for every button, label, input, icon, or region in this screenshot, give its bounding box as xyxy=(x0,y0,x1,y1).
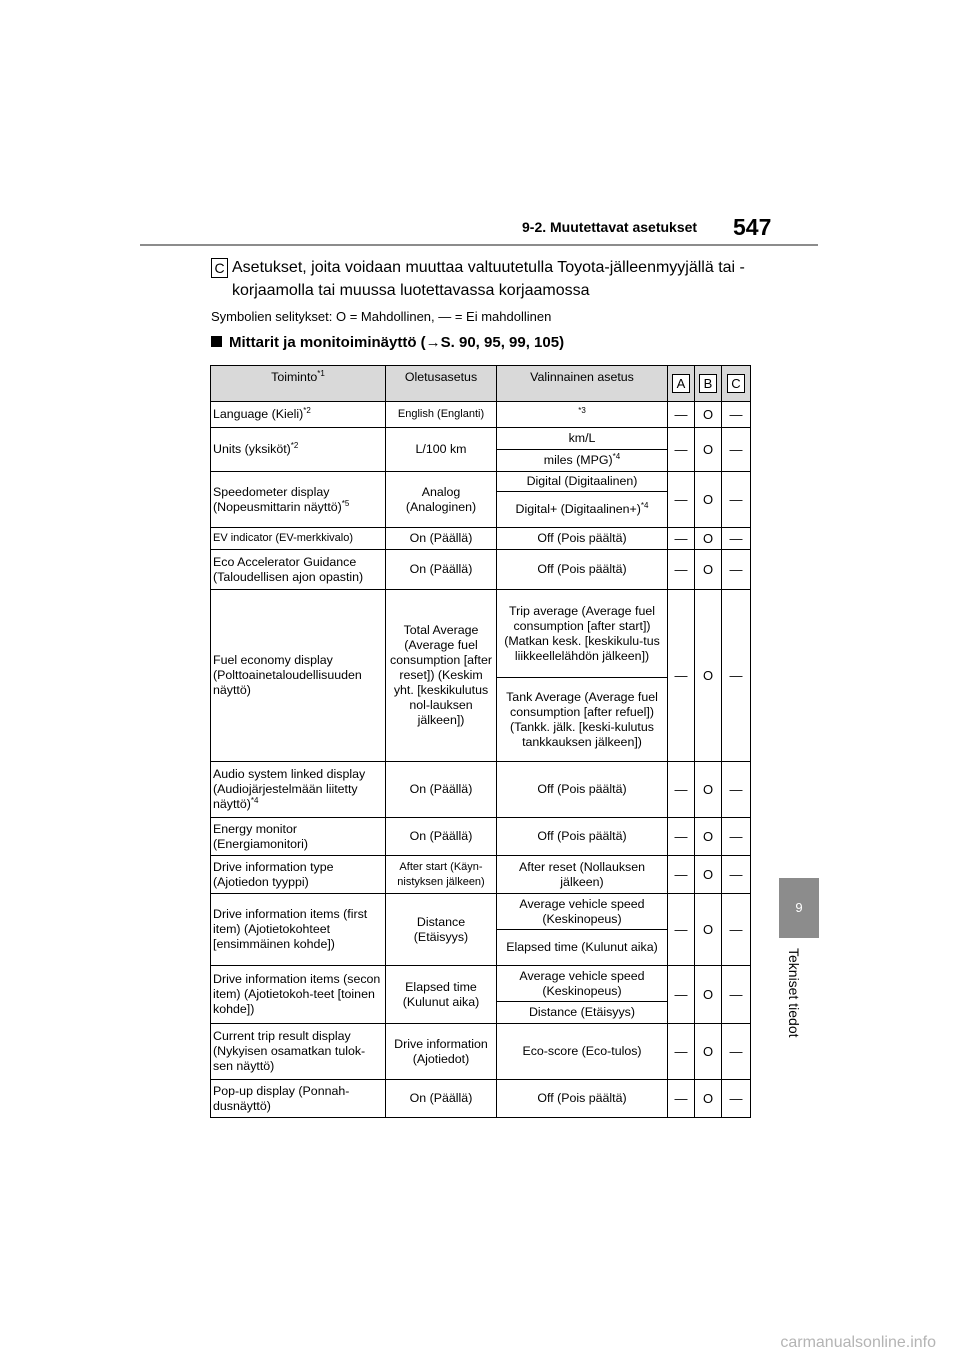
default-cell: On (Päällä) xyxy=(386,818,497,856)
default-cell: Elapsed time (Kulunut aika) xyxy=(386,966,497,1024)
symbol-legend: Symbolien selitykset: O = Mahdollinen, — = Ei mahdollinen xyxy=(211,309,552,324)
settings-table xyxy=(210,365,751,1118)
table-row xyxy=(211,1024,751,1080)
function-cell: Eco Accelerator Guidance (Taloudellisen ajon opastin) xyxy=(211,550,386,590)
table-row xyxy=(211,590,751,678)
c-cell: — xyxy=(722,428,751,472)
function-cell: Energy monitor (Energiamonitori) xyxy=(211,818,386,856)
default-cell: On (Päällä) xyxy=(386,762,497,818)
optional-cell: Off (Pois päältä) xyxy=(497,818,668,856)
header-optional: Valinnainen asetus xyxy=(497,366,668,402)
default-cell: On (Päällä) xyxy=(386,550,497,590)
b-cell: O xyxy=(695,528,722,550)
a-cell: — xyxy=(668,428,695,472)
optional-cell: Off (Pois päältä) xyxy=(497,528,668,550)
b-cell: O xyxy=(695,762,722,818)
default-cell: On (Päällä) xyxy=(386,1080,497,1118)
default-cell: Analog (Analoginen) xyxy=(386,472,497,528)
header-function: Toiminto$^{*1}$ xyxy=(211,366,386,402)
default-cell: After start (Käyn-nistyksen jälkeen) xyxy=(386,856,497,894)
b-cell: O xyxy=(695,1080,722,1118)
c-cell: — xyxy=(722,550,751,590)
table-row xyxy=(211,402,751,428)
function-cell: Drive information items (secon item) (Ajotietokoh-teet [toinen kohde]) xyxy=(211,966,386,1024)
optional-cell: Distance (Etäisyys) xyxy=(497,1002,668,1024)
optional-cell: km/L xyxy=(497,428,668,450)
table-row xyxy=(211,528,751,550)
default-cell: Distance (Etäisyys) xyxy=(386,894,497,966)
a-cell: — xyxy=(668,402,695,428)
c-cell: — xyxy=(722,528,751,550)
c-cell: — xyxy=(722,590,751,762)
a-cell: — xyxy=(668,818,695,856)
a-cell: — xyxy=(668,472,695,528)
function-cell: Audio system linked display (Audiojärjestelmään liitetty näyttö)$^{*4}$ xyxy=(211,762,386,818)
section-title: 9-2. Muutettavat asetukset xyxy=(522,219,698,235)
header-default: Oletusasetus xyxy=(386,366,497,402)
optional-cell: Average vehicle speed (Keskinopeus) xyxy=(497,966,668,1002)
subheading-text: Mittarit ja monitoiminäyttö (→S. 90, 95, 99, 105) xyxy=(229,334,565,351)
a-cell: — xyxy=(668,528,695,550)
c-cell: — xyxy=(722,762,751,818)
category-b-icon: B xyxy=(699,374,717,393)
optional-cell: Off (Pois päältä) xyxy=(497,1080,668,1118)
table-row xyxy=(211,428,751,450)
function-cell: Language (Kieli)$^{*2}$ xyxy=(211,402,386,428)
header-c xyxy=(722,366,751,402)
b-cell: O xyxy=(695,402,722,428)
default-cell: Drive information (Ajotiedot) xyxy=(386,1024,497,1080)
optional-cell: Eco-score (Eco-tulos) xyxy=(497,1024,668,1080)
function-cell: Current trip result display (Nykyisen osamatkan tulok-sen näyttö) xyxy=(211,1024,386,1080)
optional-cell: Average vehicle speed (Keskinopeus) xyxy=(497,894,668,930)
function-cell: EV indicator (EV-merkkivalo) xyxy=(211,528,386,550)
table-row xyxy=(211,818,751,856)
header-a xyxy=(668,366,695,402)
c-cell: — xyxy=(722,1080,751,1118)
header-b xyxy=(695,366,722,402)
chapter-label: Tekniset tiedot xyxy=(786,948,802,1038)
function-cell: Pop-up display (Ponnah-dusnäyttö) xyxy=(211,1080,386,1118)
category-c-header-icon: C xyxy=(727,374,745,393)
c-cell: — xyxy=(722,1024,751,1080)
table-row xyxy=(211,1080,751,1118)
intro-text: Asetukset, joita voidaan muuttaa valtuutetulla Toyota-jälleenmyyjällä tai -korjaamolla tai muussa luotettavassa korjaamossa xyxy=(232,259,745,299)
optional-cell: Elapsed time (Kulunut aika) xyxy=(497,930,668,966)
watermark: carmanualsonline.info xyxy=(780,1334,936,1351)
a-cell: — xyxy=(668,550,695,590)
optional-cell: miles (MPG)$^{*4}$ xyxy=(497,450,668,472)
table-header-row xyxy=(211,366,751,402)
default-cell: On (Päällä) xyxy=(386,528,497,550)
a-cell: — xyxy=(668,894,695,966)
b-cell: O xyxy=(695,550,722,590)
b-cell: O xyxy=(695,428,722,472)
optional-cell: Trip average (Average fuel consumption [after start]) (Matkan kesk. [keskikulu-tus liikkeellelähdön jälkeen]) xyxy=(497,590,668,678)
default-cell: Total Average (Average fuel consumption [after reset]) (Keskim yht. [keskikulutus nol-lauksen jälkeen]) xyxy=(386,590,497,762)
a-cell: — xyxy=(668,966,695,1024)
c-cell: — xyxy=(722,402,751,428)
table-row xyxy=(211,966,751,1002)
a-cell: — xyxy=(668,1024,695,1080)
c-cell: — xyxy=(722,472,751,528)
category-a-icon: A xyxy=(672,374,690,393)
table-row xyxy=(211,856,751,894)
square-bullet-icon xyxy=(211,336,222,347)
header-divider xyxy=(140,244,818,246)
optional-cell: Off (Pois päältä) xyxy=(497,762,668,818)
c-cell: — xyxy=(722,966,751,1024)
b-cell: O xyxy=(695,894,722,966)
category-c-icon: C xyxy=(211,258,228,278)
b-cell: O xyxy=(695,856,722,894)
optional-cell: Tank Average (Average fuel consumption [after refuel]) (Tankk. jälk. [keski-kulutus tankkauksen jälkeen]) xyxy=(497,678,668,762)
page-number: 547 xyxy=(733,214,772,240)
optional-cell: Digital (Digitaalinen) xyxy=(497,472,668,492)
b-cell: O xyxy=(695,966,722,1024)
table-row xyxy=(211,762,751,818)
function-cell: Drive information type (Ajotiedon tyyppi) xyxy=(211,856,386,894)
default-cell: L/100 km xyxy=(386,428,497,472)
a-cell: — xyxy=(668,856,695,894)
c-cell: — xyxy=(722,856,751,894)
function-cell: Speedometer display (Nopeusmittarin näyttö)$^{*5}$ xyxy=(211,472,386,528)
a-cell: — xyxy=(668,590,695,762)
optional-cell: After reset (Nollauksen jälkeen) xyxy=(497,856,668,894)
table-row xyxy=(211,472,751,492)
optional-cell: Off (Pois päältä) xyxy=(497,550,668,590)
a-cell: — xyxy=(668,1080,695,1118)
b-cell: O xyxy=(695,590,722,762)
table-row xyxy=(211,550,751,590)
b-cell: O xyxy=(695,472,722,528)
b-cell: O xyxy=(695,818,722,856)
table-row xyxy=(211,894,751,930)
c-cell: — xyxy=(722,818,751,856)
section-subheading xyxy=(211,334,564,351)
function-cell: Drive information items (first item) (Ajotietokohteet [ensimmäinen kohde]) xyxy=(211,894,386,966)
b-cell: O xyxy=(695,1024,722,1080)
c-cell: — xyxy=(722,894,751,966)
default-cell: English (Englanti) xyxy=(386,402,497,428)
function-cell: Fuel economy display (Polttoainetaloudellisuuden näyttö) xyxy=(211,590,386,762)
optional-cell: Digital+ (Digitaalinen+)$^{*4}$ xyxy=(497,492,668,528)
chapter-tab[interactable]: 9 xyxy=(779,878,819,938)
a-cell: — xyxy=(668,762,695,818)
function-cell: Units (yksiköt)$^{*2}$ xyxy=(211,428,386,472)
optional-cell: *3 xyxy=(497,402,668,428)
